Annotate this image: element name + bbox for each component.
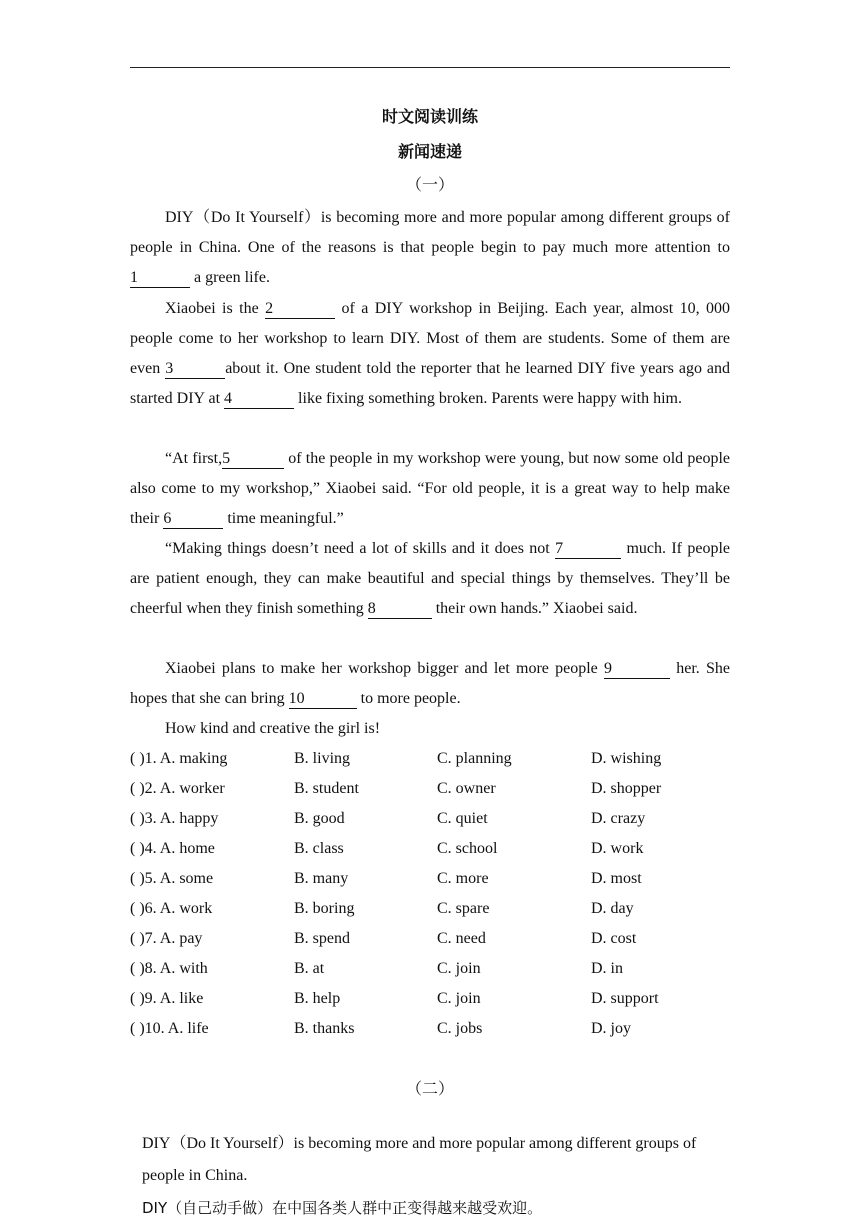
option-c: C. planning: [437, 750, 512, 767]
option-b: B. at: [294, 960, 325, 977]
blank-10[interactable]: 10: [289, 690, 357, 709]
paragraph-5: Xiaobei plans to make her workshop bigger and let more people 9 her. She hopes that she can bring 10 to more people.: [130, 660, 731, 707]
question-number-a: ( )4. A. home: [130, 840, 215, 857]
option-c: C. owner: [437, 780, 496, 797]
question-row-7: [130, 924, 730, 954]
question-row-8: [130, 954, 730, 984]
option-d: D. shopper: [591, 780, 662, 797]
option-d: D. in: [591, 960, 623, 977]
option-d: D. day: [591, 900, 634, 917]
option-b: B. student: [294, 780, 359, 797]
option-b: B. good: [294, 810, 345, 827]
question-row-5: [130, 864, 730, 894]
option-d: D. joy: [591, 1020, 631, 1037]
option-b: B. many: [294, 870, 349, 887]
option-b: B. living: [294, 750, 351, 767]
option-b: B. thanks: [294, 1020, 355, 1037]
question-number-a: ( )6. A. work: [130, 900, 213, 917]
option-c: C. more: [437, 870, 489, 887]
part-two-label: （二）: [405, 1079, 454, 1098]
blank-3[interactable]: 3: [165, 360, 225, 379]
option-c: C. need: [437, 930, 486, 947]
paragraph-4: “Making things doesn’t need a lot of skills and it does not 7 much. If people are patient enough, they can make beautiful and special things by themselves. They’ll be cheerful when they finish something 8 their own hands.” Xiaobei said.: [130, 540, 730, 617]
question-number-a: ( )1. A. making: [130, 750, 228, 767]
blank-9[interactable]: 9: [604, 660, 670, 679]
option-c: C. spare: [437, 900, 490, 917]
blank-5[interactable]: 5: [222, 450, 284, 469]
part-two-chinese: DIY（自己动手做）在中国各类人群中正变得越来越受欢迎。: [142, 1199, 543, 1217]
blank-2[interactable]: 2: [265, 300, 335, 319]
paragraph-1: DIY（Do It Yourself）is becoming more and more popular among different groups of people in China. One of the reasons is that people begin to pay much more attention to 1 a green life.: [130, 209, 730, 286]
option-d: D. work: [591, 840, 644, 857]
question-row-3: [130, 804, 730, 834]
question-number-a: ( )2. A. worker: [130, 780, 225, 797]
blank-6[interactable]: 6: [163, 510, 223, 529]
blank-1[interactable]: 1: [130, 269, 190, 288]
paragraph-2: Xiaobei is the 2 of a DIY workshop in Beijing. Each year, almost 10, 000 people come to her workshop to learn DIY. Most of them are students. Some of them are even 3 about it. One student told the reporter that he learned DIY five years ago and started DIY at 4 like fixing something broken. Parents were happy with him.: [130, 300, 731, 407]
option-c: C. join: [437, 990, 481, 1007]
question-number-a: ( )3. A. happy: [130, 810, 219, 827]
question-number-a: ( )10. A. life: [130, 1020, 209, 1037]
part-two-english: DIY（Do It Yourself）is becoming more and more popular among different groups of people in China.: [142, 1135, 697, 1184]
option-c: C. quiet: [437, 810, 488, 827]
question-number-a: ( )8. A. with: [130, 960, 208, 977]
question-row-2: [130, 774, 730, 804]
paragraph-3: “At first,5 of the people in my workshop were young, but now some old people also come to my workshop,” Xiaobei said. “For old people, it is a great way to help make their 6 time meaningful.”: [130, 450, 731, 527]
question-row-6: [130, 894, 730, 924]
blank-8[interactable]: 8: [368, 600, 432, 619]
question-row-9: [130, 984, 730, 1014]
option-d: D. cost: [591, 930, 637, 947]
blank-4[interactable]: 4: [224, 390, 294, 409]
option-b: B. help: [294, 990, 341, 1007]
option-b: B. class: [294, 840, 344, 857]
question-number-a: ( )9. A. like: [130, 990, 204, 1007]
option-b: B. spend: [294, 930, 350, 947]
option-d: D. crazy: [591, 810, 646, 827]
question-row-10: [130, 1014, 730, 1044]
option-c: C. jobs: [437, 1020, 483, 1037]
question-row-1: [130, 744, 730, 774]
option-c: C. school: [437, 840, 498, 857]
option-d: D. wishing: [591, 750, 662, 767]
page-subtitle: 新闻速递: [397, 142, 462, 161]
part-one-label: （一）: [405, 175, 454, 194]
option-b: B. boring: [294, 900, 355, 917]
question-number-a: ( )5. A. some: [130, 870, 214, 887]
blank-7[interactable]: 7: [555, 540, 621, 559]
page-title: 时文阅读训练: [381, 107, 478, 126]
paragraph-6: How kind and creative the girl is!: [165, 720, 381, 737]
question-number-a: ( )7. A. pay: [130, 930, 203, 947]
question-row-4: [130, 834, 730, 864]
option-c: C. join: [437, 960, 481, 977]
top-rule: [130, 67, 730, 68]
option-d: D. support: [591, 990, 659, 1007]
option-d: D. most: [591, 870, 642, 887]
